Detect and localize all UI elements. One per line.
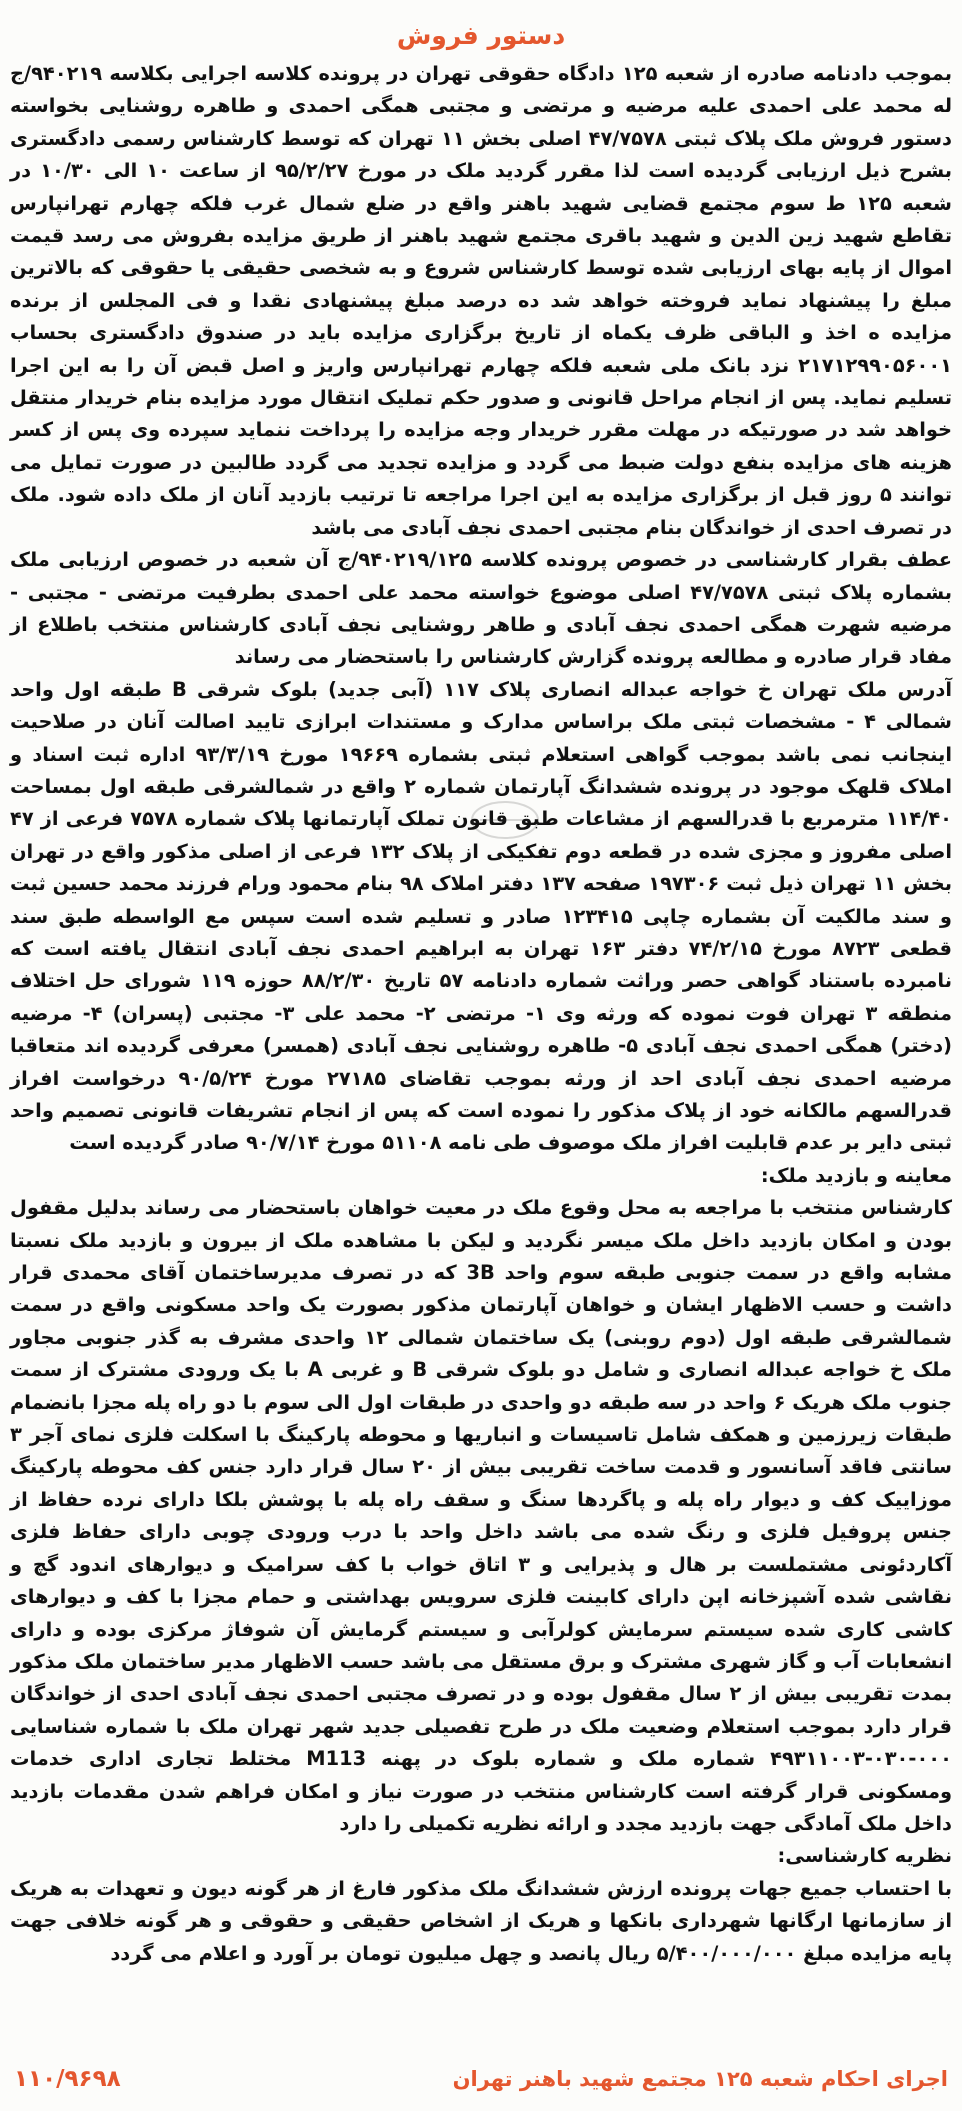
reference-number: ۱۱۰/۹۶۹۸ <box>14 2066 121 2092</box>
notice-body <box>10 58 952 1970</box>
issuing-office: اجرای احکام شعبه ۱۲۵ مجتمع شهید باهنر تهران <box>452 2067 948 2091</box>
inspection-heading: معاینه و بازدید ملک: <box>760 1163 952 1187</box>
opinion-heading: نظریه کارشناسی: <box>777 1844 952 1868</box>
expert-intro-paragraph: عطف بقرار کارشناسی در خصوص پرونده کلاسه ۹۴۰۲۱۹/۱۲۵/ج آن شعبه در خصوص ارزیابی ملک بشماره پلاک ثبتی ۴۷/۷۵۷۸ اصلی موضوع خواسته محمد علی احمدی بطرفیت مرتضی - مجتبی - مرضیه شهرت همگی احمدی نجف آبادی و طاهر روشنایی نجف آبادی کارشناس منتخب باطلاع از مفاد قرار صادره و مطالعه پرونده گزارش کارشناس را باستحضار می رساند <box>10 548 952 669</box>
inspection-paragraph: کارشناس منتخب با مراجعه به محل وقوع ملک در معیت خواهان باستحضار می رساند بدلیل مقفول بودن و امکان بازدید داخل ملک میسر نگردید و لیکن با مشاهده ملک از بیرون و بازدید ملک نسبتا مشابه واقع در سمت جنوبی طبقه سوم واحد 3B که در تصرف مدیرساختمان آقای محمدی قرار داشت و حسب الاظهار ایشان و خواهان آپارتمان مذکور بصورت یک واحد مسکونی واقع در سمت شمالشرقی طبقه اول (دوم روبنی) یک ساختمان شمالی ۱۲ واحدی مشرف به گذر جنوبی مجاور ملک خ خواجه عبداله انصاری و شامل دو بلوک شرقی B و غربی A با یک ورودی مشترک از سمت جنوب ملک هریک ۶ واحد در سه طبقه دو واحدی در طبقات اول الی سوم با دو راه پله مجزا بانضمام طبقات زیرزمین و همکف شامل تاسیسات و انباریها و محوطه پارکینگ با اسکلت فلزی نمای آجر ۳ سانتی فاقد آسانسور و قدمت ساخت تقریبی بیش از ۲۰ سال قرار دارد جنس کف محوطه پارکینگ موزاییک کف و دیوار راه پله و پاگردها سنگ و سقف راه پله با پوشش بلکا دارای نرده حفاظ از جنس پروفیل فلزی و رنگ شده می باشد داخل واحد با درب ورودی چوبی دارای حفاظ فلزی آکاردئونی مشتملست بر هال و پذیرایی و ۳ اتاق خواب با کف سرامیک و دیوارهای اندود گچ و نقاشی شده آشپزخانه اپن دارای کابینت فلزی سرویس بهداشتی و حمام مجزا با کف و دیوارهای کاشی کاری شده سیستم سرمایش کولرآبی و سیستم گرمایش آن شوفاژ مرکزی بوده و دارای انشعابات آب و گاز شهری مشترک و برق مستقل می باشد حسب الاظهار مدیر ساختمان ملک مذکور بمدت تقریبی بیش از ۲ سال مقفول بوده و در تصرف مجتبی احمدی نجف آبادی احدی از خواندگان قرار دارد بموجب استعلام وضعیت ملک در طرح تفصیلی جدید شهر تهران ملک با شماره شناسایی ۰۰۰-۰۳۰-۴۹۳۱۱۰۰۳ شماره ملک و شماره بلوک در پهنه M113 مختلط تجاری اداری خدمات ومسکونی قرار گرفته است کارشناس منتخب در صورت نیاز و امکان فراهم شدن مقدمات بازدید داخل ملک آمادگی جهت بازدید مجدد و ارائه نظریه تکمیلی را دارد <box>10 1196 953 1835</box>
notice-footer <box>14 2059 948 2099</box>
property-details-paragraph: آدرس ملک تهران خ خواجه عبداله انصاری پلاک ۱۱۷ (آبی جدید) بلوک شرقی B طبقه اول واحد شمالی ۴ - مشخصات ثبتی ملک براساس مدارک و مستندات ابرازی تایید اصالت آنان در صلاحیت اینجانب نمی باشد بموجب گواهی استعلام ثبتی بشماره ۱۹۶۶۹ مورخ ۹۳/۳/۱۹ اداره ثبت اسناد و املاک قلهک موجود در پرونده ششدانگ آپارتمان شماره ۲ واقع در شمالشرقی طبقه اول بمساحت ۱۱۴/۴۰ مترمربع با قدرالسهم از مشاعات طبق قانون تملک آپارتمانها پلاک شماره ۷۵۷۸ فرعی از ۴۷ اصلی مفروز و مجزی شده در قطعه دوم تفکیکی از پلاک ۱۳۲ فرعی از اصلی مذکور واقع در تهران بخش ۱۱ تهران ذیل ثبت ۱۹۷۳۰۶ صفحه ۱۳۷ دفتر املاک ۹۸ بنام محمود ورام فرزند محمد حسین ثبت و سند مالکیت آن بشماره چاپی ۱۲۳۴۱۵ صادر و تسلیم شده است سپس مع الواسطه طبق سند قطعی ۸۷۲۳ مورخ ۷۴/۲/۱۵ دفتر ۱۶۳ تهران به ابراهیم احمدی نجف آبادی انتقال یافته است که نامبرده باستناد گواهی حصر وراثت شماره دادنامه ۵۷ تاریخ ۸۸/۲/۳۰ حوزه ۱۱۹ شورای حل اختلاف منطقه ۳ تهران فوت نموده که ورثه وی ۱- مرتضی ۲- محمد علی ۳- مجتبی (پسران) ۴- مرضیه (دختر) همگی احمدی نجف آبادی ۵- طاهره روشنایی نجف آبادی (همسر) معرفی گردیده اند متعاقبا مرضیه احمدی نجف آبادی احد از ورثه بموجب تقاضای ۲۷۱۸۵ مورخ ۹۰/۵/۲۴ درخواست افراز قدرالسهم مالکانه خود از پلاک مذکور را نموده است که پس از انجام تشریفات قانونی تصمیم واحد ثبتی دایر بر عدم قابلیت افراز ملک موصوف طی نامه ۵۱۱۰۸ مورخ ۹۰/۷/۱۴ صادر گردیده است <box>10 677 953 1155</box>
notice-title: دستور فروش <box>396 21 566 50</box>
opinion-paragraph: با احتساب جمیع جهات پرونده ارزش ششدانگ ملک مذکور فارغ از هر گونه دیون و تعهدات به هریک از سازمانها ارگانها شهرداری بانکها و هریک از اشخاص حقیقی و حقوقی و هر گونه خلافی جهت پایه مزایده مبلغ ۵/۴۰۰/۰۰۰/۰۰۰ ریال پانصد و چهل میلیون تومان بر آورد و اعلام می گردد <box>10 1876 952 1965</box>
order-paragraph: بموجب دادنامه صادره از شعبه ۱۲۵ دادگاه حقوقی تهران در پرونده کلاسه اجرایی بکلاسه ۹۴۰۲۱۹/ج له محمد علی احمدی علیه مرضیه و مرتضی و مجتبی همگی احمدی و طاهره روشنایی بخواسته دستور فروش ملک پلاک ثبتی ۴۷/۷۵۷۸ اصلی بخش ۱۱ تهران که توسط کارشناس رسمی دادگستری بشرح ذیل ارزیابی گردیده است لذا مقرر گردید ملک در مورخ ۹۵/۲/۲۷ از ساعت ۱۰ الی ۱۰/۳۰ در شعبه ۱۲۵ ط سوم مجتمع قضایی شهید باهنر واقع در ضلع شمال غرب فلکه چهارم تهرانپارس تقاطع شهید زین الدین و شهید باقری مجتمع شهید باهنر از طریق مزایده بفروش می رسد قیمت اموال از پایه بهای ارزیابی شده توسط کارشناس شروع و به شخصی حقیقی یا حقوقی که بالاترین مبلغ را پیشنهاد نماید فروخته خواهد شد ده درصد مبلغ پیشنهادی نقدا و فی المجلس از برنده مزایده ه اخذ و الباقی ظرف یکماه از تاریخ برگزاری مزایده باید در صندوق دادگستری بحساب ۲۱۷۱۲۹۹۰۵۶۰۰۱ نزد بانک ملی شعبه فلکه چهارم تهرانپارس واریز و اصل قبض آن را به این اجرا تسلیم نماید. پس از انجام مراحل قانونی و صدور حکم تملیک انتقال مورد مزایده بنام خریدار منتقل خواهد شد در صورتیکه در مهلت مقرر خریدار وجه مزایده را پرداخت ننماید سپرده وی پس از کسر هزینه های مزایده بنفع دولت ضبط می گردد و مزایده تجدید می گردد طالبین در صورت تمایل می توانند ۵ روز قبل از برگزاری مزایده به این اجرا مراجعه تا ترتیب بازدید آنان از ملک داده شود. ملک در تصرف احدی از خواندگان بنام مجتبی احمدی نجف آبادی می باشد <box>10 62 952 539</box>
